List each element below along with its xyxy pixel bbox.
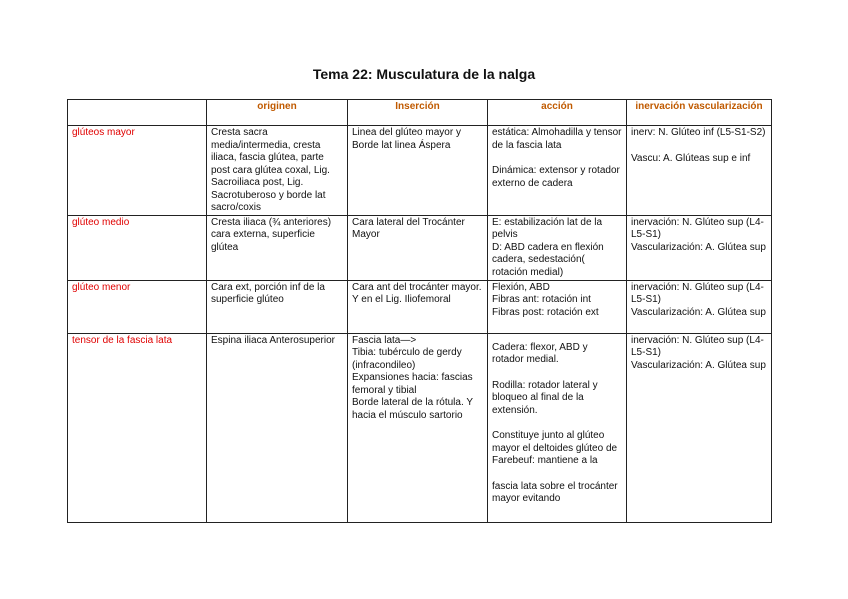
cell-paragraph: inerv: N. Glúteo inf (L5-S1-S2) [631, 127, 766, 138]
cell-paragraph: estática: Almohadilla y tensor de la fascia lata [492, 127, 622, 151]
cell-paragraph: Cara ext, porción inf de la superficie glúteo [211, 281, 325, 305]
insertion-cell [348, 215, 488, 280]
table-row [68, 126, 772, 216]
cell-paragraph: Cara ant del trocánter mayor. Y en el Lig. Iliofemoral [352, 281, 482, 305]
action-cell [488, 333, 627, 522]
cell-paragraph: inervación: N. Glúteo sup (L4-L5-S1) Vascularización: A. Glútea sup [631, 281, 766, 318]
cell-paragraph: Constituye junto al glúteo mayor el deltoides glúteo de Farebeuf: mantiene a la [492, 430, 618, 466]
cell-paragraph: Fascia lata—> Tibia: tubérculo de gerdy (infracondileo) Expansiones hacia: fascias femoral y tibial Borde lateral de la rótula. Y hacia el músculo sartorio [352, 334, 473, 421]
header-cell-insertion: Inserción [348, 100, 488, 126]
header-cell-innervation: inervación vascularización [627, 100, 772, 126]
action-cell [488, 215, 627, 280]
cell-paragraph: fascia lata sobre el trocánter mayor evitando [492, 480, 618, 504]
action-cell [488, 126, 627, 216]
cell-paragraph: Vascu: A. Glúteas sup e inf [631, 152, 751, 164]
innervation-cell [627, 215, 772, 280]
muscle-name-cell: glúteo menor [68, 280, 207, 333]
origin-cell [207, 126, 348, 216]
insertion-cell [348, 333, 488, 522]
table-row [68, 333, 772, 522]
cell-paragraph: Cara lateral del Trocánter Mayor [352, 216, 465, 240]
cell-paragraph: E: estabilización lat de la pelvis D: ABD cadera en flexión cadera, sedestación( rotación medial) [492, 216, 604, 278]
cell-paragraph: Cadera: flexor, ABD y rotador medial. [492, 341, 588, 365]
header-cell-action: acción [488, 100, 627, 126]
cell-paragraph: Flexión, ABD Fibras ant: rotación int Fibras post: rotación ext [492, 281, 599, 318]
cell-paragraph: Cresta iliaca (¾ anteriores) cara externa, superficie glútea [211, 216, 332, 253]
cell-paragraph: Espina iliaca Anterosuperior [211, 334, 335, 346]
innervation-cell [627, 280, 772, 333]
muscle-name-cell: glúteo medio [68, 215, 207, 280]
cell-paragraph: inervación: N. Glúteo sup (L4-L5-S1) Vascularización: A. Glútea sup [631, 216, 766, 253]
header-cell-origin: originen [207, 100, 348, 126]
page-title: Tema 22: Musculatura de la nalga [312, 66, 536, 82]
table-row [68, 215, 772, 280]
action-cell [488, 280, 627, 333]
table-body [68, 126, 772, 523]
table-row [68, 280, 772, 333]
origin-cell [207, 215, 348, 280]
table-header-row [68, 100, 772, 126]
insertion-cell [348, 280, 488, 333]
insertion-cell [348, 126, 488, 216]
cell-paragraph: Cresta sacra media/intermedia, cresta iliaca, fascia glútea, parte post cara glútea coxal, Lig. Sacroiliaca post, Lig. Sacrotuberoso y borde lat sacro/coxis [211, 127, 330, 213]
cell-paragraph: Dinámica: extensor y rotador externo de cadera [492, 165, 620, 189]
muscle-table [67, 99, 772, 523]
muscle-name-cell: tensor de la fascia lata [68, 333, 207, 522]
innervation-cell [627, 333, 772, 522]
origin-cell [207, 280, 348, 333]
muscle-name-cell: glúteos mayor [68, 126, 207, 216]
cell-paragraph: Linea del glúteo mayor y Borde lat linea Áspera [352, 127, 461, 151]
header-cell-empty [68, 100, 207, 126]
origin-cell [207, 333, 348, 522]
cell-paragraph: inervación: N. Glúteo sup (L4-L5-S1) Vascularización: A. Glútea sup [631, 334, 766, 371]
cell-paragraph: Rodilla: rotador lateral y bloqueo al final de la extensión. [492, 379, 598, 416]
innervation-cell [627, 126, 772, 216]
